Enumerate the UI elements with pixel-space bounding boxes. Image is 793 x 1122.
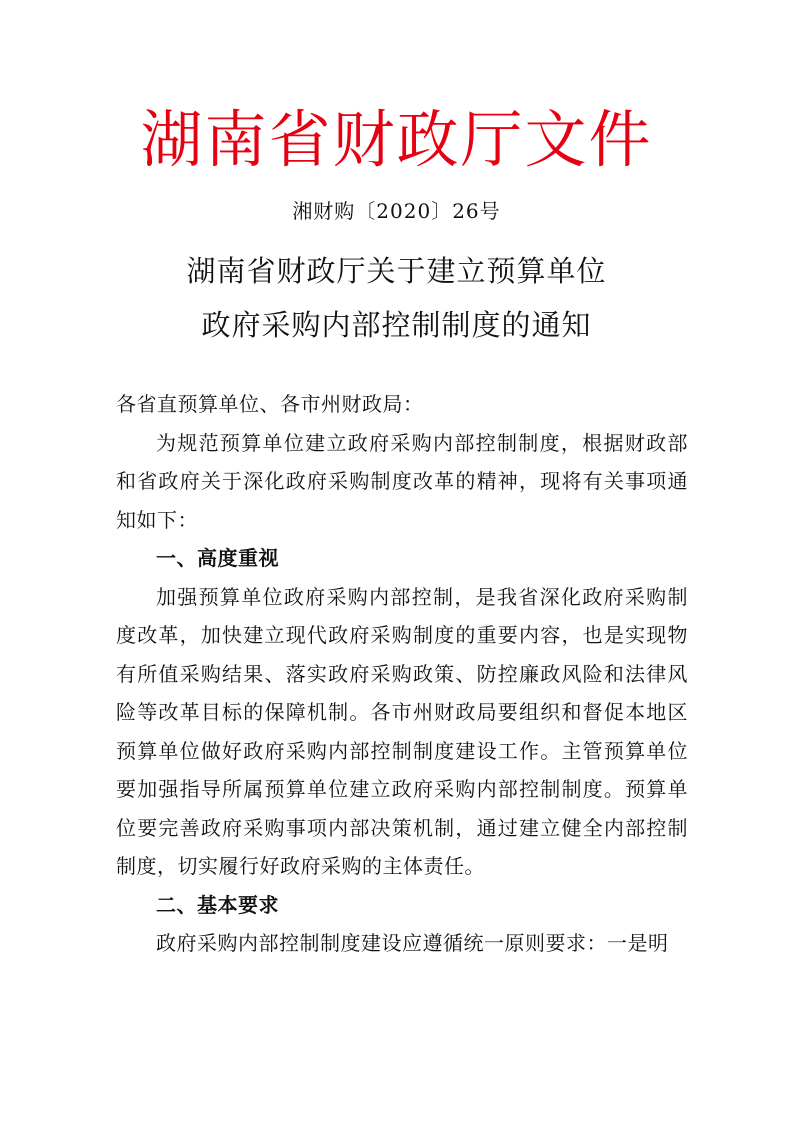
section-2-heading: 二、基本要求 [156,892,279,917]
document-number: 湘财购〔2020〕26号 [292,199,501,223]
section-1-heading: 一、高度重视 [156,546,279,570]
document-body [116,385,688,963]
section-1-paragraph: 加强预算单位政府采购内部控制，是我省深化政府采购制度改革，加快建立现代政府采购制度的重要内容，也是实现物有所值采购结果、落实政府采购政策、防控廉政风险和法律风险等改革目标的保障机制。各市州财政局要组织和督促本地区预算单位做好政府采购内部控制制度建设工作。主管预算单位要加强指导所属预算单位建立政府采购内部控制制度。预算单位要完善政府采购事项内部决策机制，通过建立健全内部控制制度，切实履行好政府采购的主体责任。 [116,584,688,878]
document-title-line-2: 政府采购内部控制制度的通知 [201,308,592,342]
salutation: 各省直预算单位、各市州财政局： [116,392,424,416]
document-title [0,244,793,352]
section-2-paragraph: 政府采购内部控制制度建设应遵循统一原则要求：一是明 [156,931,669,955]
document-header-title: 湖南省财政厅文件 [140,103,653,176]
document-title-line-1: 湖南省财政厅关于建立预算单位 [186,254,607,288]
intro-paragraph: 为规范预算单位建立政府采购内部控制制度，根据财政部和省政府关于深化政府采购制度改革的精神，现将有关事项通知如下： [116,430,688,532]
